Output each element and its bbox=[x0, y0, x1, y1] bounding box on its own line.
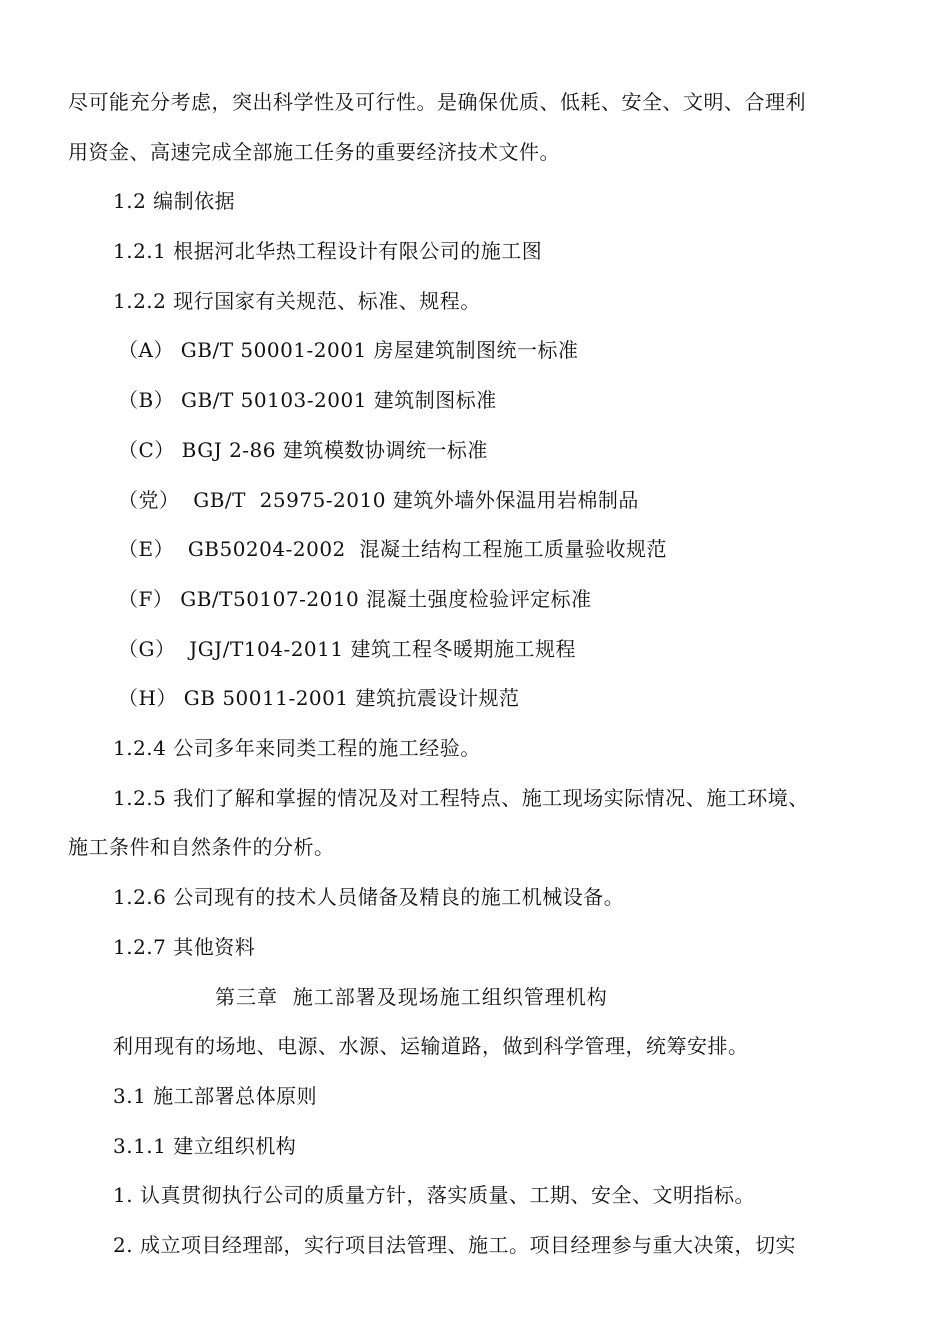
list-item: 1.2.2 现行国家有关规范、标准、规程。 bbox=[113, 289, 481, 313]
list-item: 1.2.4 公司多年来同类工程的施工经验。 bbox=[113, 736, 481, 760]
paragraph-line: 施工条件和自然条件的分析。 bbox=[68, 835, 335, 859]
paragraph-line: 利用现有的场地、电源、水源、运输道路，做到科学管理，统筹安排。 bbox=[113, 1034, 749, 1058]
reference-item: （党） GB/T 25975-2010 建筑外墙外保温用岩棉制品 bbox=[118, 488, 639, 512]
paragraph-line: 用资金、高速完成全部施工任务的重要经济技术文件。 bbox=[68, 140, 560, 164]
list-item: 1.2.1 根据河北华热工程设计有限公司的施工图 bbox=[113, 239, 543, 263]
chapter-title: 第三章 施工部署及现场施工组织管理机构 bbox=[215, 985, 608, 1009]
reference-item: （C） BGJ 2-86 建筑模数协调统一标准 bbox=[118, 438, 488, 462]
section-heading: 1.2 编制依据 bbox=[113, 189, 236, 213]
reference-item: （E） GB50204-2002 混凝土结构工程施工质量验收规范 bbox=[118, 537, 667, 561]
list-item: 1.2.6 公司现有的技术人员储备及精良的施工机械设备。 bbox=[113, 885, 625, 909]
subsection-heading: 3.1.1 建立组织机构 bbox=[113, 1134, 297, 1158]
section-heading: 3.1 施工部署总体原则 bbox=[113, 1084, 318, 1108]
reference-item: （F） GB/T50107-2010 混凝土强度检验评定标准 bbox=[118, 587, 592, 611]
reference-item: （A） GB/T 50001-2001 房屋建筑制图统一标准 bbox=[118, 338, 579, 362]
reference-item: （B） GB/T 50103-2001 建筑制图标准 bbox=[118, 388, 497, 412]
numbered-item: 2. 成立项目经理部，实行项目法管理、施工。项目经理参与重大决策，切实 bbox=[113, 1233, 796, 1257]
list-item: 1.2.7 其他资料 bbox=[113, 935, 256, 959]
paragraph-line: 尽可能充分考虑，突出科学性及可行性。是确保优质、低耗、安全、文明、合理利 bbox=[68, 90, 806, 114]
list-item: 1.2.5 我们了解和掌握的情况及对工程特点、施工现场实际情况、施工环境、 bbox=[113, 786, 809, 810]
reference-item: （H） GB 50011-2001 建筑抗震设计规范 bbox=[118, 686, 520, 710]
numbered-item: 1. 认真贯彻执行公司的质量方针，落实质量、工期、安全、文明指标。 bbox=[113, 1183, 755, 1207]
reference-item: （G） JGJ/T104-2011 建筑工程冬暖期施工规程 bbox=[118, 637, 576, 661]
